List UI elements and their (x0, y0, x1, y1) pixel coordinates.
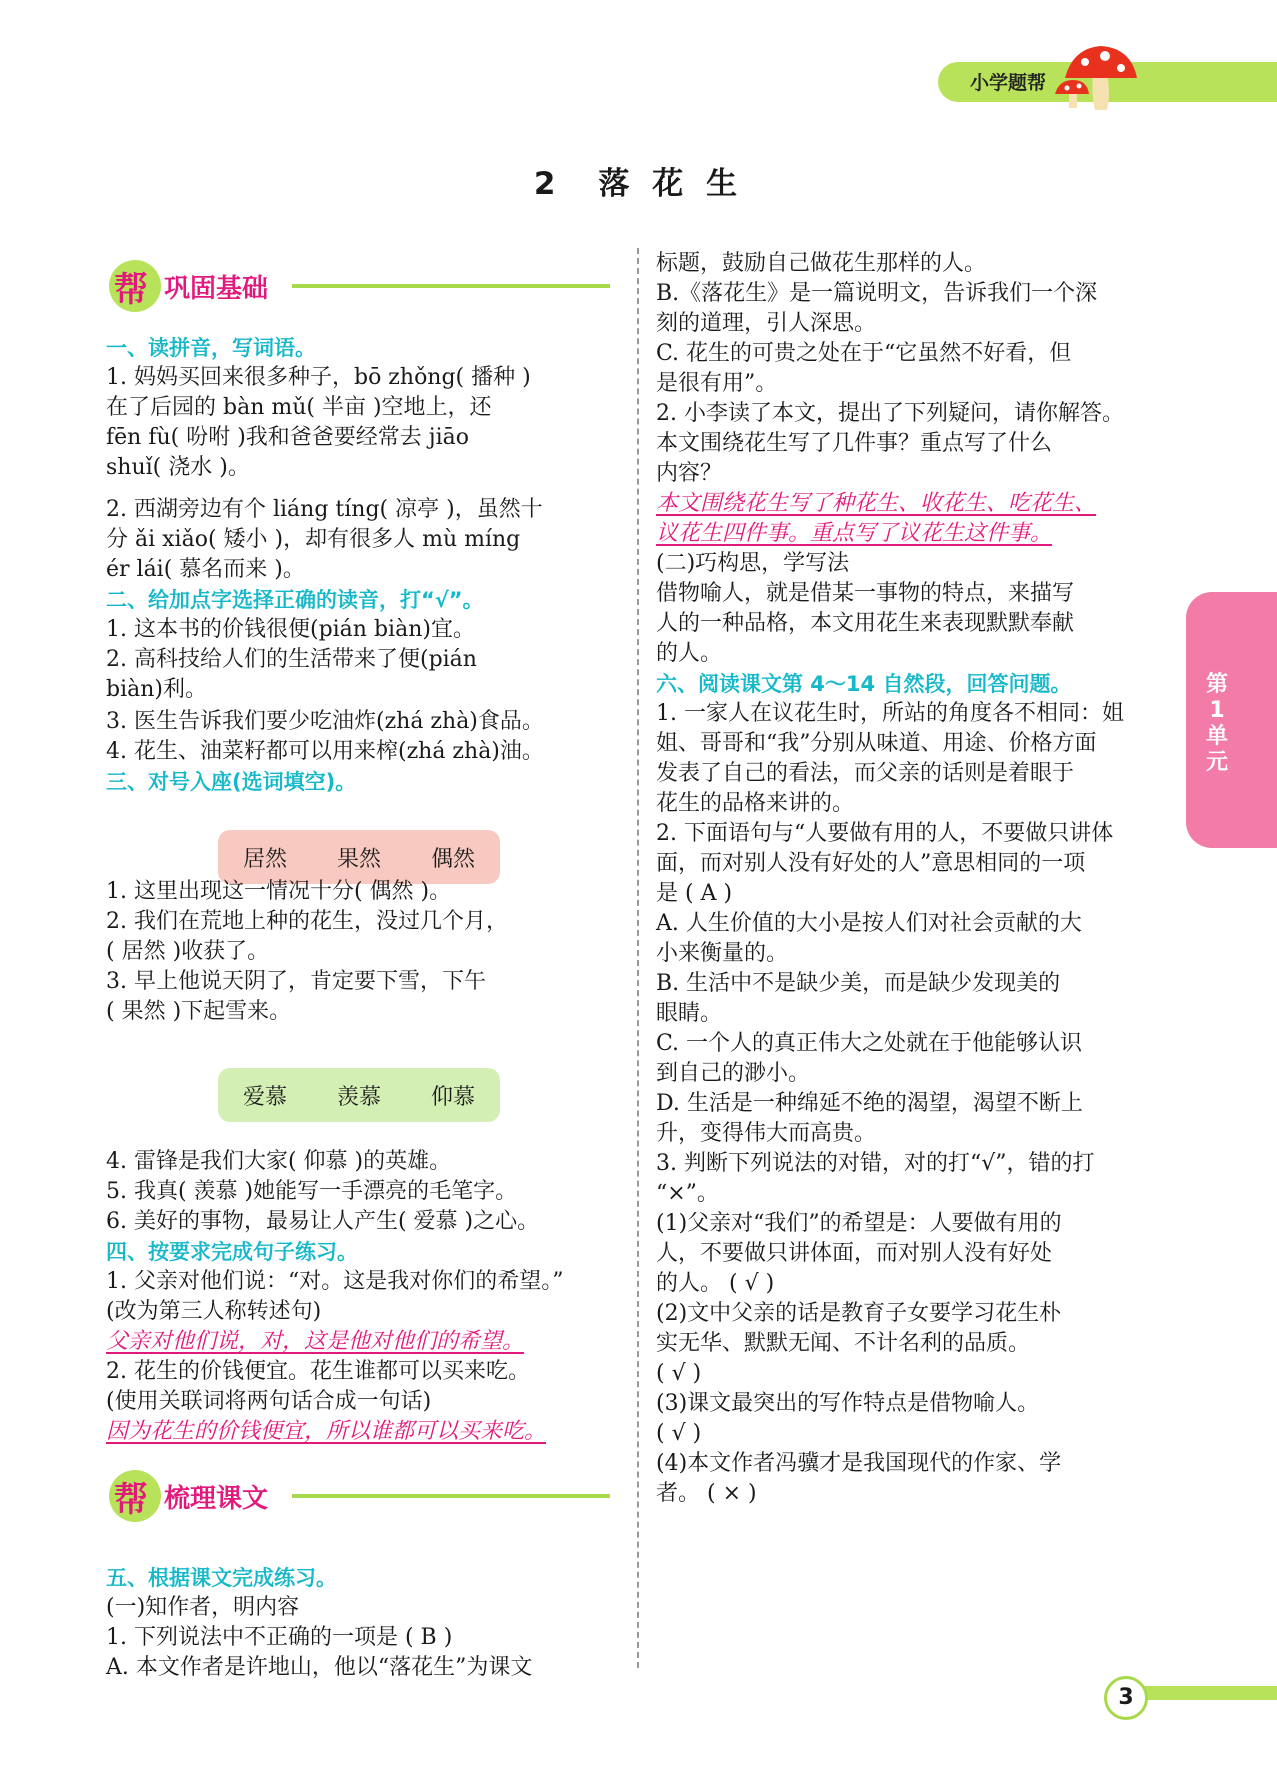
section-badge-a: 巩固基础 (164, 274, 269, 304)
text-line: 的人。 (656, 641, 723, 666)
text-line: fēn fù( 吩咐 )我和爸爸要经常去 jiāo (106, 425, 470, 450)
text-line: 6. 美好的事物，最易让人产生( 爱慕 )之心。 (106, 1209, 540, 1234)
text-line: 眼睛。 (656, 1001, 723, 1026)
text-line: 2. 我们在荒地上种的花生，没过几个月， (106, 909, 508, 934)
text-line: (2)文中父亲的话是教育子女要学习花生朴 (656, 1301, 1062, 1326)
text-line: 1. 一家人在议花生时，所站的角度各不相同：姐 (656, 701, 1124, 726)
text-line: 3. 判断下列说法的对错，对的打“√”，错的打 (656, 1151, 1095, 1176)
text-line: C. 一个人的真正伟大之处就在于他能够认识 (656, 1031, 1083, 1056)
badge-line (292, 1494, 610, 1498)
text-line: 1. 妈妈买回来很多种子，bō zhǒng( 播种 ) (106, 365, 531, 390)
text-line: 的人。 ( √ ) (656, 1271, 775, 1296)
text-line: ( √ ) (656, 1361, 702, 1386)
text-line: B.《落花生》是一篇说明文，告诉我们一个深 (656, 281, 1098, 306)
text-line: 借物喻人，就是借某一事物的特点，来描写 (656, 581, 1075, 606)
text-line: 升，变得伟大而高贵。 (656, 1121, 877, 1146)
text-line: 者。 ( × ) (656, 1481, 757, 1506)
word-option: 果然 (336, 846, 381, 872)
word-option: 羡慕 (336, 1084, 381, 1110)
text-line: ( 居然 )收获了。 (106, 939, 270, 964)
text-line: 1. 父亲对他们说：“对。这是我对你们的希望。” (106, 1269, 564, 1294)
text-line: 内容？ (656, 461, 723, 486)
text-line: 1. 下列说法中不正确的一项是 ( B ) (106, 1625, 453, 1650)
answer-line: 本文围绕花生写了种花生、收花生、吃花生、 (656, 491, 1097, 516)
text-line: 4. 雷锋是我们大家( 仰慕 )的英雄。 (106, 1149, 452, 1174)
text-line: ér lái( 慕名而来 )。 (106, 557, 305, 582)
text-line: ( √ ) (656, 1421, 702, 1446)
text-line: shuǐ( 浇水 )。 (106, 455, 250, 480)
text-line: 是很有用”。 (656, 371, 778, 396)
column-divider (637, 248, 639, 1668)
section-heading: 三、对号入座(选词填空)。 (106, 770, 357, 794)
text-line: (1)父亲对“我们”的希望是：人要做有用的 (656, 1211, 1062, 1236)
text-line: C. 花生的可贵之处在于“它虽然不好看，但 (656, 341, 1072, 366)
text-line: 姐、哥哥和“我”分别从味道、用途、价格方面 (656, 731, 1097, 756)
text-line: 实无华、默默无闻、不计名利的品质。 (656, 1331, 1031, 1356)
text-line: 2. 高科技给人们的生活带来了便(pián (106, 647, 477, 672)
word-option: 爱慕 (242, 1084, 287, 1110)
page-title: 2 落 花 生 (533, 166, 744, 202)
text-line: 2. 花生的价钱便宜。花生谁都可以买来吃。 (106, 1359, 530, 1384)
text-line: 4. 花生、油菜籽都可以用来榨(zhá zhà)油。 (106, 739, 544, 764)
text-line: 3. 医生告诉我们要少吃油炸(zhá zhà)食品。 (106, 709, 544, 734)
section-heading: 二、给加点字选择正确的读音，打“√”。 (106, 588, 484, 612)
text-line: (改为第三人称转述句) (106, 1299, 322, 1324)
header-brand: 小学题帮 (970, 72, 1047, 94)
word-option: 偶然 (430, 846, 475, 872)
text-line: 小来衡量的。 (656, 941, 789, 966)
text-line: biàn)利。 (106, 677, 207, 702)
answer-line: 父亲对他们说，对，这是他对他们的希望。 (106, 1329, 525, 1354)
text-line: 分 ǎi xiǎo( 矮小 )，却有很多人 mù míng (106, 527, 521, 552)
mushroom-icon (1055, 44, 1143, 112)
word-option: 居然 (242, 846, 287, 872)
word-box-2 (218, 1068, 500, 1122)
text-line: ( 果然 )下起雪来。 (106, 999, 292, 1024)
text-line: A. 本文作者是许地山，他以“落花生”为课文 (106, 1655, 533, 1680)
badge-line (292, 284, 610, 288)
text-line: 2. 西湖旁边有个 liáng tíng( 凉亭 )，虽然十 (106, 497, 543, 522)
section-heading: 四、按要求完成句子练习。 (106, 1240, 358, 1264)
answer-line: 因为花生的价钱便宜，所以谁都可以买来吃。 (106, 1419, 547, 1444)
text-line: 1. 这本书的价钱很便(pián biàn)宜。 (106, 617, 475, 642)
text-line: B. 生活中不是缺少美，而是缺少发现美的 (656, 971, 1061, 996)
text-line: 刻的道理，引人深思。 (656, 311, 877, 336)
text-line: 发表了自己的看法，而父亲的话则是着眼于 (656, 761, 1075, 786)
section-badge-b: 梳理课文 (164, 1484, 269, 1514)
text-line: 面，而对别人没有好处的人”意思相同的一项 (656, 851, 1086, 876)
text-line: 1. 这里出现这一情况十分( 偶然 )。 (106, 879, 452, 904)
text-line: D. 生活是一种绵延不绝的渴望，渴望不断上 (656, 1091, 1083, 1116)
text-line: “×”。 (656, 1181, 719, 1206)
section-heading: 一、读拼音，写词语。 (106, 336, 316, 360)
text-line: 本文围绕花生写了几件事？重点写了什么 (656, 431, 1053, 456)
text-line: 到自己的渺小。 (656, 1061, 811, 1086)
text-line: 人，不要做只讲体面，而对别人没有好处 (656, 1241, 1053, 1266)
answer-line: 议花生四件事。重点写了议花生这件事。 (656, 521, 1053, 546)
badge-char: 帮 (114, 1480, 148, 1520)
section-heading: 六、阅读课文第 4～14 自然段，回答问题。 (656, 672, 1072, 696)
text-line: 3. 早上他说天阴了，肯定要下雪，下午 (106, 969, 486, 994)
unit-label: 第1单元 (1205, 672, 1228, 775)
text-line: 人的一种品格，本文用花生来表现默默奉献 (656, 611, 1075, 636)
text-line: (一)知作者，明内容 (106, 1595, 300, 1620)
page-bar (1138, 1686, 1277, 1700)
section-heading: 五、根据课文完成练习。 (106, 1566, 337, 1590)
text-line: 标题，鼓励自己做花生那样的人。 (656, 251, 987, 276)
text-line: (4)本文作者冯骥才是我国现代的作家、学 (656, 1451, 1062, 1476)
text-line: 在了后园的 bàn mǔ( 半亩 )空地上，还 (106, 395, 492, 420)
text-line: (使用关联词将两句话合成一句话) (106, 1389, 432, 1414)
text-line: 2. 小李读了本文，提出了下列疑问，请你解答。 (656, 401, 1124, 426)
text-line: (二)巧构思，学写法 (656, 551, 850, 576)
page-number: 3 (1104, 1676, 1148, 1720)
badge-char: 帮 (114, 270, 148, 310)
word-option: 仰慕 (430, 1084, 475, 1110)
text-line: 2. 下面语句与“人要做有用的人，不要做只讲体 (656, 821, 1114, 846)
text-line: 5. 我真( 羡慕 )她能写一手漂亮的毛笔字。 (106, 1179, 518, 1204)
text-line: 是 ( A ) (656, 881, 733, 906)
text-line: (3)课文最突出的写作特点是借物喻人。 (656, 1391, 1040, 1416)
text-line: A. 人生价值的大小是按人们对社会贡献的大 (656, 911, 1082, 936)
text-line: 花生的品格来讲的。 (656, 791, 855, 816)
